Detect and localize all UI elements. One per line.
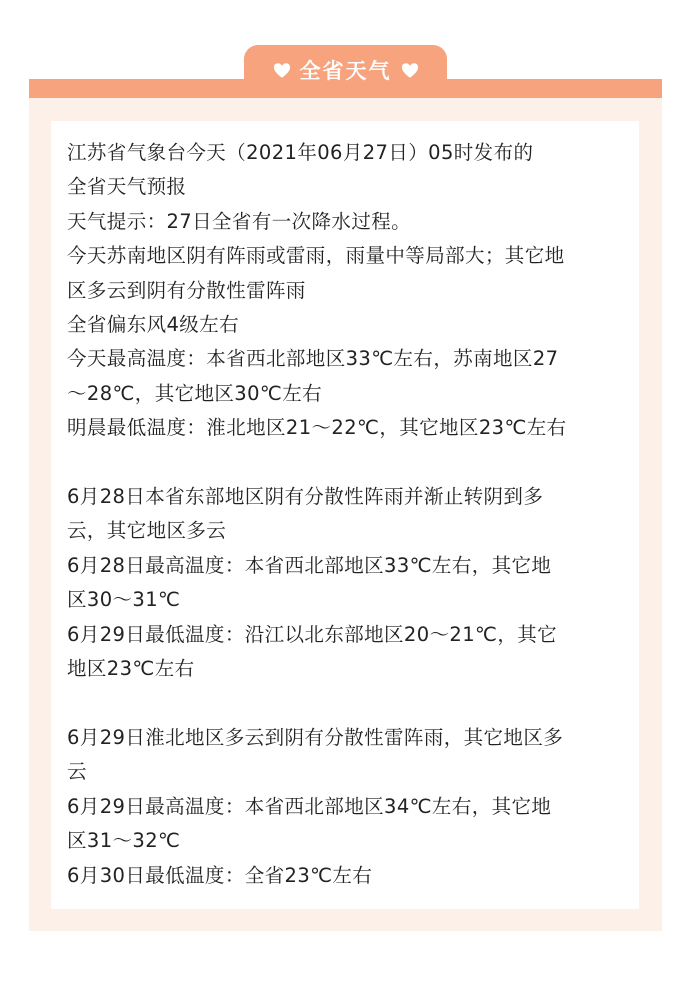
text-line: 全省偏东风4级左右 xyxy=(67,313,240,337)
text-line: 云，其它地区多云 xyxy=(67,519,227,543)
text-line: 6月30日最低温度：全省23℃左右 xyxy=(67,863,373,887)
section-title: 全省天气 xyxy=(299,59,392,83)
paragraph-gap xyxy=(67,446,627,480)
forecast-text xyxy=(67,136,627,893)
heart-icon xyxy=(273,62,291,79)
text-line: 天气提示：27日全省有一次降水过程。 xyxy=(67,209,412,233)
text-line: 6月29日最低温度：沿江以北东部地区20～21℃，其它 xyxy=(67,622,558,646)
text-line: 云 xyxy=(67,760,87,784)
text-line: 区31～32℃ xyxy=(67,829,181,853)
paragraph-gap xyxy=(67,686,627,720)
text-line: ～28℃，其它地区30℃左右 xyxy=(67,381,323,405)
text-line: 区30～31℃ xyxy=(67,588,181,612)
text-line: 区多云到阴有分散性雷阵雨 xyxy=(67,278,306,302)
text-line: 今天最高温度：本省西北部地区33℃左右，苏南地区27 xyxy=(67,347,559,371)
text-line: 全省天气预报 xyxy=(67,175,187,199)
text-line: 明晨最低温度：淮北地区21～22℃，其它地区23℃左右 xyxy=(67,416,567,440)
text-line: 6月28日本省东部地区阴有分散性阵雨并渐止转阴到多 xyxy=(67,485,544,509)
text-line: 6月29日淮北地区多云到阴有分散性雷阵雨，其它地区多 xyxy=(67,725,564,749)
text-line: 6月28日最高温度：本省西北部地区33℃左右，其它地 xyxy=(67,553,552,577)
text-line: 地区23℃左右 xyxy=(67,657,195,681)
text-line: 江苏省气象台今天（2021年06月27日）05时发布的 xyxy=(67,141,534,164)
text-line: 6月29日最高温度：本省西北部地区34℃左右，其它地 xyxy=(67,794,552,818)
section-tab xyxy=(244,45,447,98)
text-line: 今天苏南地区阴有阵雨或雷雨，雨量中等局部大；其它地 xyxy=(67,244,565,268)
heart-icon xyxy=(401,62,419,79)
